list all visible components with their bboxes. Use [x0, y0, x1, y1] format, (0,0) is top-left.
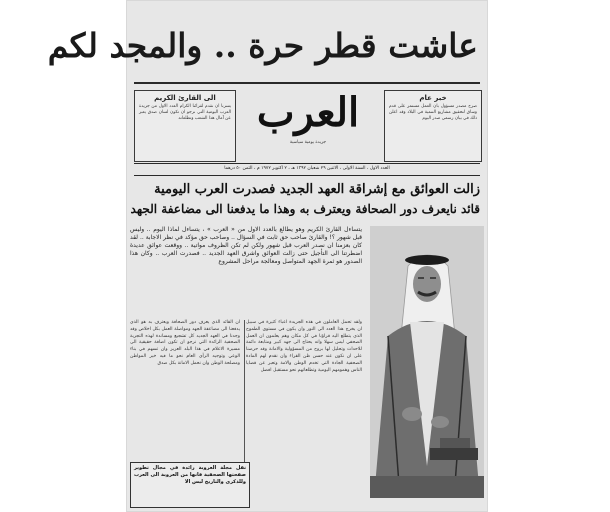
left-box-title: الى القارئ الكريم: [154, 94, 216, 102]
dateline: العدد الاول ، السنة الاولى ، الاثنين ٢٩ شعبان ١٣٩٢ هـ ، ٢ اكتوبر ١٩٧٢ م ، الثمن ٥٠ درهما: [224, 166, 390, 171]
masthead-subtitle: جريدة يومية سياسية: [289, 140, 327, 145]
left-box-text: يسرنا ان نقدم لقرائنا الكرام العدد الاول من جريدة العرب اليومية التي نرجو ان تكون لسان صدق يعبر عن آمال هذا الشعب وتطلعاته: [139, 104, 231, 121]
headline-line-1: زالت العوائق مع إشراقة العهد الجديد فصدرت العرب اليومية: [154, 182, 480, 197]
left-box: [134, 90, 236, 162]
right-box-text: صرح مصدر مسؤول بان العمل مستمر على قدم وساق لتحقيق مشاريع التنمية في البلاد وقد اعلن ذلك في بيان رسمي صدر اليوم: [389, 104, 477, 121]
headline-line-2: قائد نايعرف دور الصحافة ويعترف به وهذا ما يدفعنا الى مضاعفة الجهد: [130, 202, 480, 216]
right-box: [384, 90, 482, 162]
right-box-title: خبر عام: [419, 94, 447, 102]
dateline-rule-top: [134, 163, 480, 164]
portrait-photo: [370, 226, 484, 498]
masthead-title: العرب: [256, 89, 360, 136]
bottom-notice: نقل مجلة العروبة رائدة في مجال تطوير صفحتها الصحفية فانها من العروبة الى العرب وللذكرى والتاريخ ليس الا: [130, 462, 250, 508]
body-column-2: ان القائد الذي يعرف دور الصحافة ويعترف به هو الذي يدفعنا الى مضاعفة الجهد ومواصلة العمل بكل اخلاص وقد وجدنا في العهد الجديد كل تشجيع ومساندة لهذه التجربة الصحفية الرائدة التي نرجو ان تكون اضافة حقيقية الى مسيرة الاعلام في هذا البلد العزيز وان تسهم في بناء الوعي وتوجيه الرأي العام نحو ما فيه خير المواطن ومصلحة الوطن وان نحمل الامانة بكل صدق: [130, 320, 240, 366]
lead-paragraph: يتساءل القارئ الكريم وهو يطالع بالعدد الاول من « العرب » ، يتساءل لماذا اليوم .. وليس قبل شهور ؟! والقارئ صاحب حق ثابت في السؤال .. وصاحب حق مؤكد في نظر الاجابة .. لقد كان بعزمنا ان نصدر العرب قبل شهور ولكن لم تكن الظروف مواتية .. ووقعت عوائق عديدة اضطرتنا الى التأجيل حتى زالت العوائق واشرق العهد الجديد .. فصدرت العرب .. وكان هذا الصدور هو ثمرة الجهد المتواصل ومعالجة مراحل المشروع: [130, 226, 362, 265]
newspaper-page: [47, 0, 488, 512]
banner-slogan: عاشت قطر حرة .. والمجد لكم: [47, 26, 478, 65]
portrait-illustration: [370, 226, 484, 498]
dateline-rule-bottom: [134, 175, 480, 176]
banner-rule: [134, 82, 480, 84]
body-column-1: ولقد تحمل العاملون في هذه الجريدة اعباء كثيرة في سبيل ان يخرج هذا العدد الى النور وان يكون في مستوى الطموح الذي يتطلع اليه قراؤنا في كل مكان وهم يعلمون ان العمل الصحفي ليس سهلا وانه يحتاج الى جهد كبير ومتابعة دائمة للاحداث وتحليل لها بروح من المسؤولية والامانة وقد حرصنا على ان نكون عند حسن ظن القراء وان نقدم لهم المادة الصحفية الجادة التي تخدم الوطن والامة وتعبر عن قضايا الناس وهمومهم اليومية وتطلعاتهم نحو مستقبل افضل: [246, 320, 362, 373]
